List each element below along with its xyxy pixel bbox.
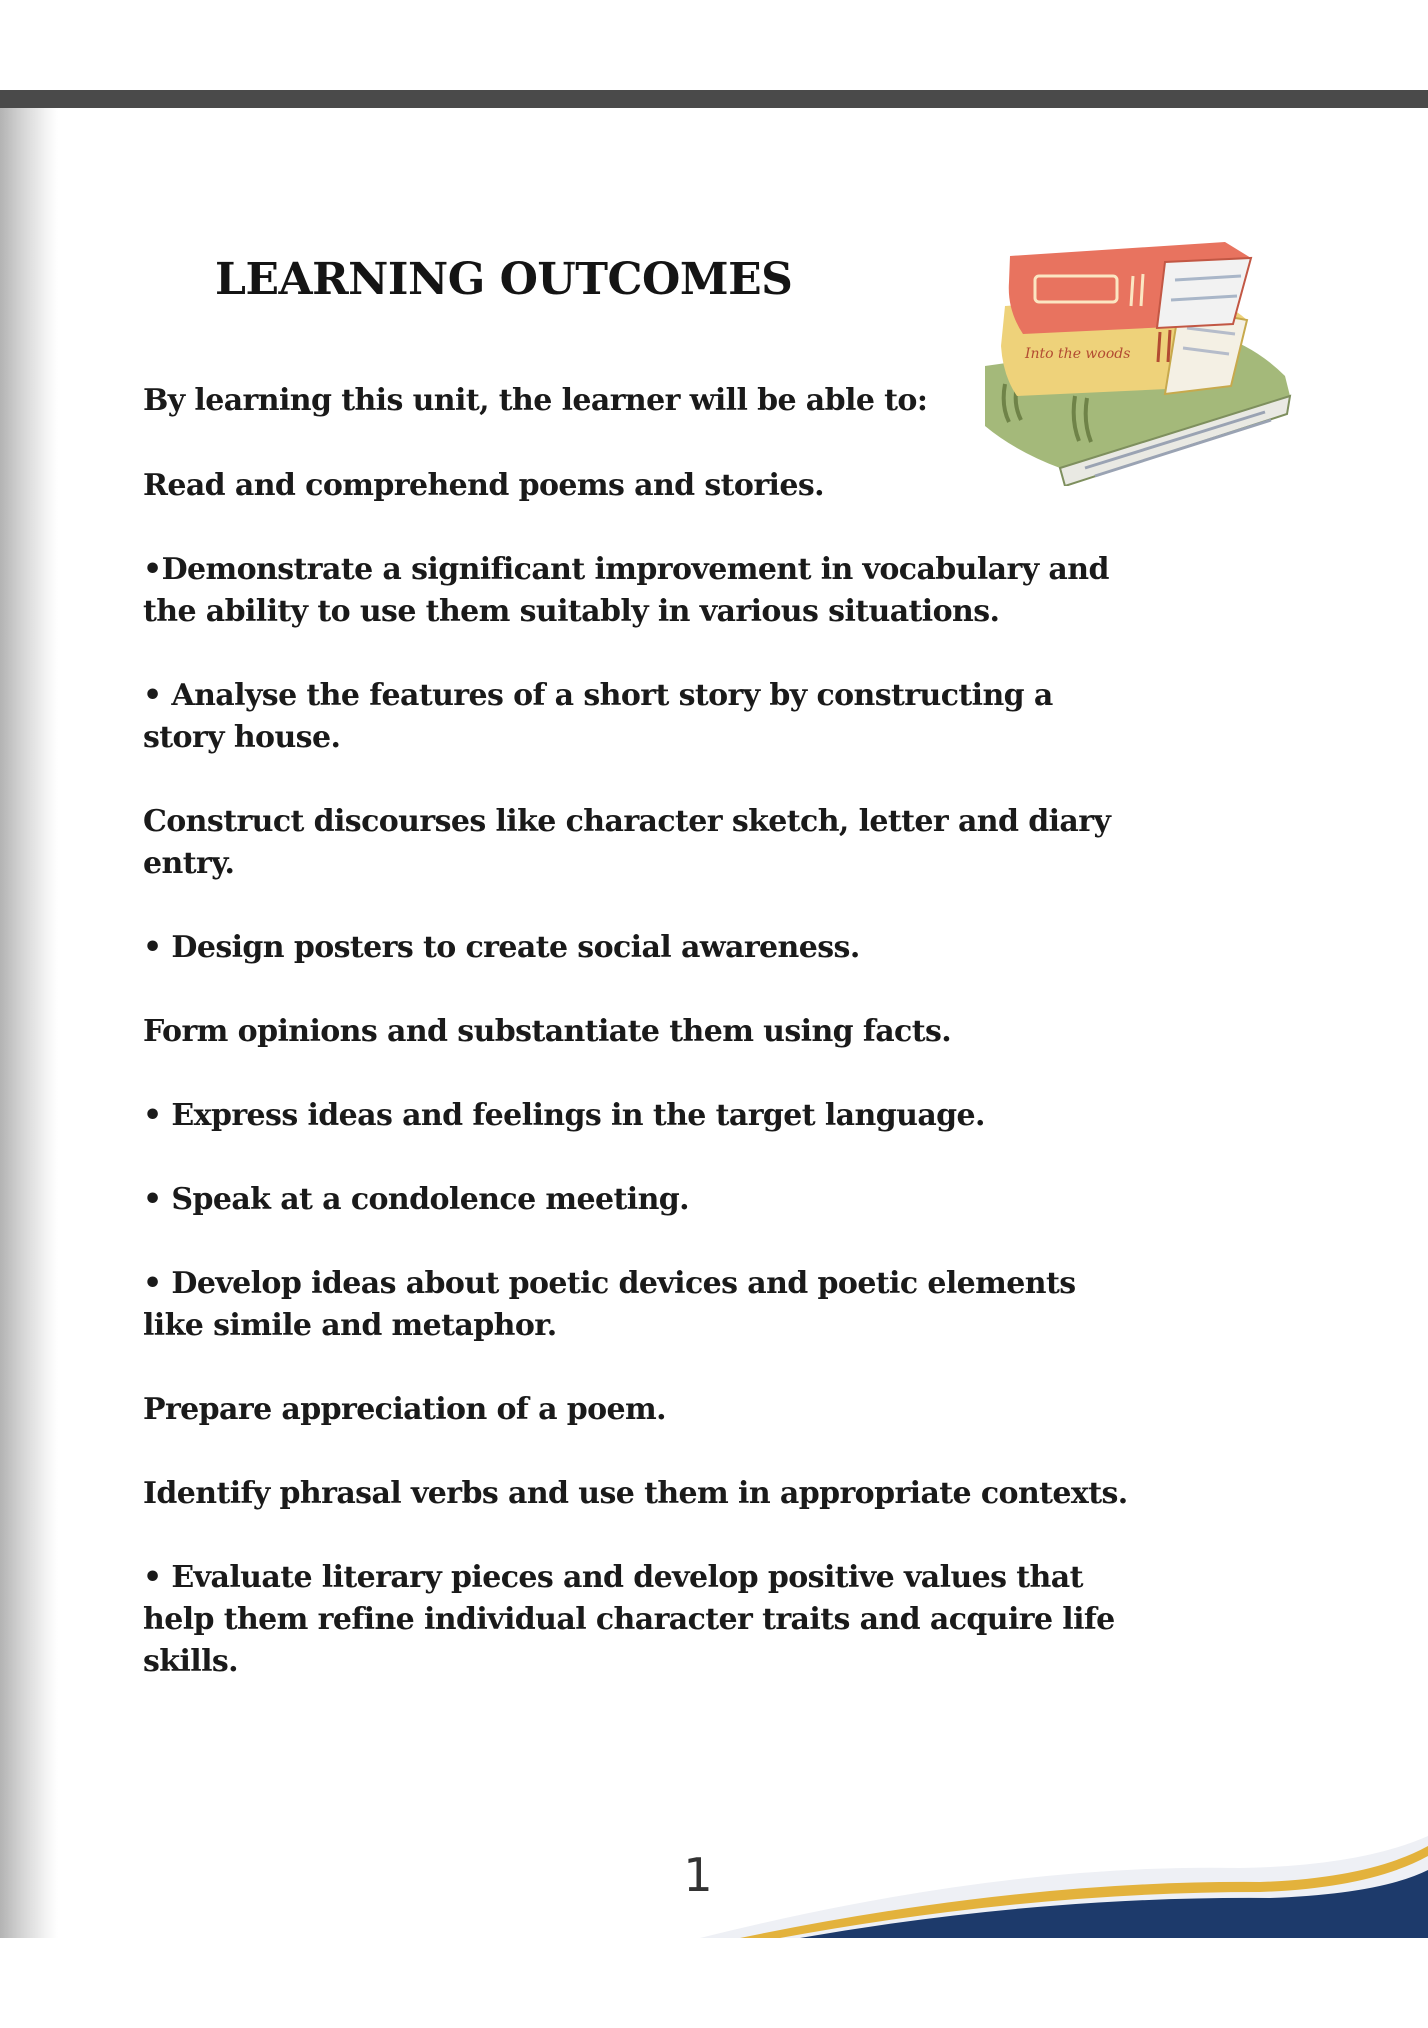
- list-item: • Express ideas and feelings in the target language.: [143, 1098, 985, 1133]
- page-edge-shadow: [0, 108, 58, 1938]
- svg-text:Into the woods: Into the woods: [1025, 346, 1131, 362]
- list-item: • Design posters to create social awareness.: [143, 930, 860, 965]
- intro-text: By learning this unit, the learner will be able to:: [143, 383, 928, 418]
- page-number: 1: [683, 1848, 713, 1902]
- book-stack-icon: [965, 236, 1295, 486]
- document-page: [0, 108, 1428, 1938]
- list-item: Read and comprehend poems and stories.: [143, 468, 824, 503]
- list-item: • Develop ideas about poetic devices and poetic elements like simile and metaphor.: [143, 1266, 1076, 1343]
- footer-wave-decoration: [0, 1808, 1428, 1938]
- outcomes-list: [143, 465, 1133, 1725]
- list-item: • Analyse the features of a short story by constructing a story house.: [143, 678, 1053, 755]
- page-title: LEARNING OUTCOMES: [215, 254, 793, 305]
- list-item: • Speak at a condolence meeting.: [143, 1182, 690, 1217]
- top-bar: [0, 90, 1428, 108]
- list-item: Form opinions and substantiate them using facts.: [143, 1014, 952, 1049]
- list-item: Identify phrasal verbs and use them in appropriate contexts.: [143, 1476, 1128, 1511]
- list-item: Prepare appreciation of a poem.: [143, 1392, 667, 1427]
- list-item: • Evaluate literary pieces and develop positive values that help them refine individual character traits and acquire life skills.: [143, 1560, 1115, 1679]
- list-item: Construct discourses like character sketch, letter and diary entry.: [143, 804, 1111, 881]
- bottom-margin: [0, 1938, 1428, 2028]
- list-item: •Demonstrate a significant improvement in vocabulary and the ability to use them suitably in various situations.: [143, 552, 1109, 629]
